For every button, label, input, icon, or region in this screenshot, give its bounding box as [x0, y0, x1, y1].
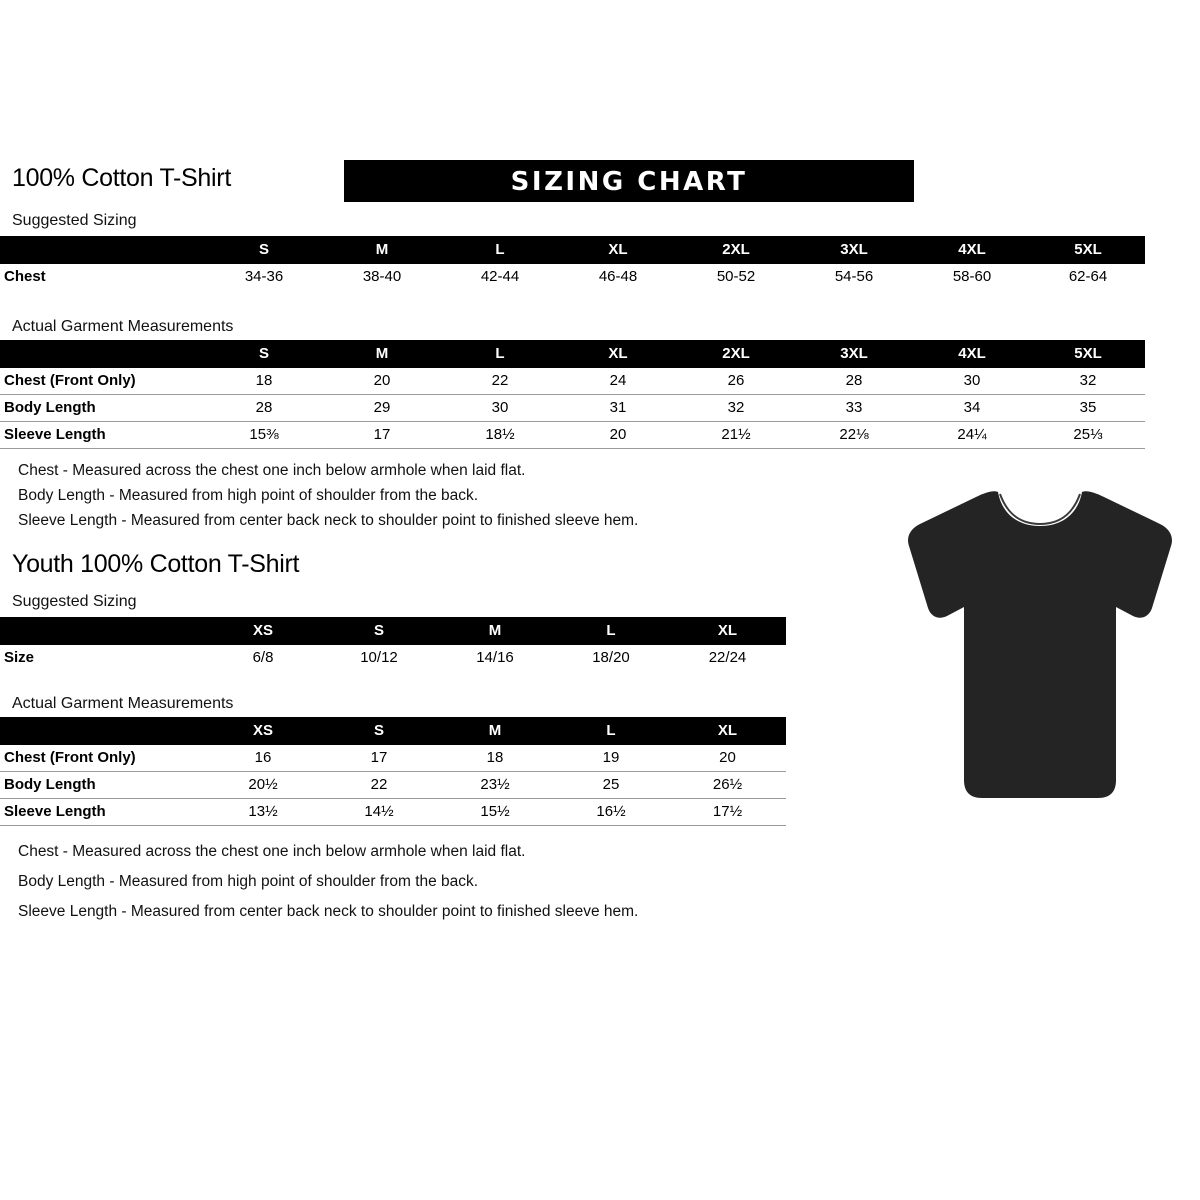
youth-note-sleeve-length: Sleeve Length - Measured from center back neck to shoulder point to finished sleeve hem. — [18, 903, 639, 920]
table-cell: 32 — [727, 399, 745, 416]
table-cell: 35 — [1079, 399, 1097, 416]
table-body — [0, 745, 786, 826]
table-cell: 19 — [602, 749, 620, 766]
table-row — [0, 422, 1145, 449]
column-header-m: M — [323, 340, 441, 368]
column-header-2xl: 2XL — [677, 236, 795, 264]
column-header-s: S — [205, 340, 323, 368]
column-header-3xl: 3XL — [795, 236, 913, 264]
table-cell: 32 — [1079, 372, 1097, 389]
table-header-row — [0, 717, 786, 745]
table-cell: 28 — [845, 372, 863, 389]
column-header-xl: XL — [669, 717, 786, 745]
table-cell: 25⅓ — [1073, 426, 1103, 443]
adult-actual-row-label: Sleeve Length — [4, 426, 106, 443]
column-header-l: L — [441, 236, 559, 264]
t-shirt-illustration — [890, 480, 1190, 810]
table-cell: 24 — [609, 372, 627, 389]
table-row — [0, 264, 1145, 290]
table-cell: 18/20 — [592, 649, 630, 666]
table-cell: 14½ — [364, 803, 394, 820]
table-cell: 25 — [602, 776, 620, 793]
column-header-m: M — [437, 617, 553, 645]
table-cell: 22⅛ — [839, 426, 869, 443]
table-cell: 17 — [370, 749, 388, 766]
table-cell: 50-52 — [716, 268, 756, 285]
adult-section-title: 100% Cotton T-Shirt — [12, 164, 231, 192]
table-cell: 26 — [727, 372, 745, 389]
table-cell: 54-56 — [834, 268, 874, 285]
column-header-2xl: 2XL — [677, 340, 795, 368]
table-cell: 34 — [963, 399, 981, 416]
adult-note-sleeve-length: Sleeve Length - Measured from center back neck to shoulder point to finished sleeve hem. — [18, 512, 639, 529]
table-cell: 62-64 — [1068, 268, 1108, 285]
table-cell: 15⅜ — [249, 426, 279, 443]
column-header-3xl: 3XL — [795, 340, 913, 368]
table-row — [0, 799, 786, 826]
column-header-5xl: 5XL — [1031, 340, 1145, 368]
adult-suggested-sizing-table — [0, 236, 1145, 290]
table-cell: 34-36 — [244, 268, 284, 285]
table-cell: 16 — [254, 749, 272, 766]
table-row — [0, 772, 786, 799]
adult-actual-measurements-label: Actual Garment Measurements — [12, 318, 234, 335]
column-header-xs: XS — [205, 617, 321, 645]
sizing-chart-banner-label: SIZING CHART — [510, 167, 748, 197]
table-header-row — [0, 340, 1145, 368]
table-cell: 58-60 — [952, 268, 992, 285]
table-cell: 38-40 — [362, 268, 402, 285]
table-cell: 30 — [963, 372, 981, 389]
table-cell: 24¼ — [957, 426, 987, 443]
table-cell: 16½ — [596, 803, 626, 820]
youth-actual-row-label: Chest (Front Only) — [4, 749, 136, 766]
adult-note-chest: Chest - Measured across the chest one inch below armhole when laid flat. — [18, 462, 526, 479]
table-cell: 20 — [609, 426, 627, 443]
column-header-xl: XL — [559, 236, 677, 264]
youth-note-body-length: Body Length - Measured from high point of shoulder from the back. — [18, 873, 479, 890]
column-header-l: L — [553, 717, 669, 745]
column-header-blank — [0, 340, 205, 368]
table-cell: 20 — [719, 749, 736, 766]
column-header-s: S — [205, 236, 323, 264]
youth-actual-measurements-table — [0, 717, 786, 826]
table-header-row — [0, 717, 786, 745]
table-cell: 17 — [373, 426, 391, 443]
youth-section-title: Youth 100% Cotton T-Shirt — [12, 550, 300, 578]
table-cell: 42-44 — [480, 268, 520, 285]
column-header-4xl: 4XL — [913, 340, 1031, 368]
table-cell: 6/8 — [252, 649, 274, 666]
table-cell: 26½ — [712, 776, 743, 793]
table-body — [0, 645, 786, 671]
table-cell: 33 — [845, 399, 863, 416]
table-cell: 22 — [370, 776, 388, 793]
column-header-xl: XL — [669, 617, 786, 645]
youth-suggested-sizing-label: Suggested Sizing — [12, 593, 137, 610]
column-header-5xl: 5XL — [1031, 236, 1145, 264]
adult-suggested-sizing-label: Suggested Sizing — [12, 212, 137, 229]
table-cell: 30 — [491, 399, 509, 416]
youth-actual-row-label: Body Length — [4, 776, 96, 793]
table-cell: 18 — [255, 372, 273, 389]
column-header-s: S — [321, 717, 437, 745]
column-header-blank — [0, 617, 205, 645]
table-cell: 20 — [373, 372, 391, 389]
table-row — [0, 368, 1145, 395]
adult-header — [12, 160, 1192, 202]
column-header-m: M — [437, 717, 553, 745]
table-cell: 14/16 — [476, 649, 514, 666]
table-cell: 22/24 — [708, 649, 747, 666]
table-cell: 18 — [486, 749, 504, 766]
column-header-l: L — [553, 617, 669, 645]
table-cell: 31 — [609, 399, 627, 416]
adult-actual-row-label: Chest (Front Only) — [4, 372, 136, 389]
table-cell: 10/12 — [360, 649, 398, 666]
column-header-l: L — [441, 340, 559, 368]
column-header-m: M — [323, 236, 441, 264]
column-header-xl: XL — [559, 340, 677, 368]
table-cell: 20½ — [248, 776, 278, 793]
column-header-xs: XS — [205, 717, 321, 745]
column-header-blank — [0, 717, 205, 745]
table-cell: 13½ — [248, 803, 278, 820]
table-row — [0, 745, 786, 772]
youth-suggested-row-label: Size — [4, 649, 35, 666]
table-row — [0, 395, 1145, 422]
table-cell: 46-48 — [598, 268, 638, 285]
adult-actual-row-label: Body Length — [4, 399, 96, 416]
adult-actual-measurements-table — [0, 340, 1145, 449]
table-header-row — [0, 340, 1145, 368]
table-header-row — [0, 236, 1145, 264]
youth-actual-measurements-label: Actual Garment Measurements — [12, 695, 234, 712]
column-header-s: S — [321, 617, 437, 645]
table-cell: 28 — [255, 399, 273, 416]
table-cell: 18½ — [485, 426, 515, 443]
youth-suggested-sizing-table — [0, 617, 786, 671]
youth-note-chest: Chest - Measured across the chest one inch below armhole when laid flat. — [18, 843, 526, 860]
table-header-row — [0, 617, 786, 645]
table-row — [0, 645, 786, 671]
adult-note-body-length: Body Length - Measured from high point of shoulder from the back. — [18, 487, 479, 504]
table-cell: 17½ — [712, 803, 743, 820]
table-header-row — [0, 236, 1145, 264]
table-header-row — [0, 617, 786, 645]
table-cell: 23½ — [480, 776, 510, 793]
column-header-4xl: 4XL — [913, 236, 1031, 264]
sizing-chart-banner — [344, 160, 914, 202]
table-cell: 15½ — [480, 803, 510, 820]
table-body — [0, 368, 1145, 449]
table-cell: 22 — [491, 372, 509, 389]
table-cell: 29 — [373, 399, 391, 416]
table-body — [0, 264, 1145, 290]
column-header-blank — [0, 236, 205, 264]
adult-suggested-row-label: Chest — [4, 268, 46, 285]
table-cell: 21½ — [721, 426, 751, 443]
youth-actual-row-label: Sleeve Length — [4, 803, 106, 820]
